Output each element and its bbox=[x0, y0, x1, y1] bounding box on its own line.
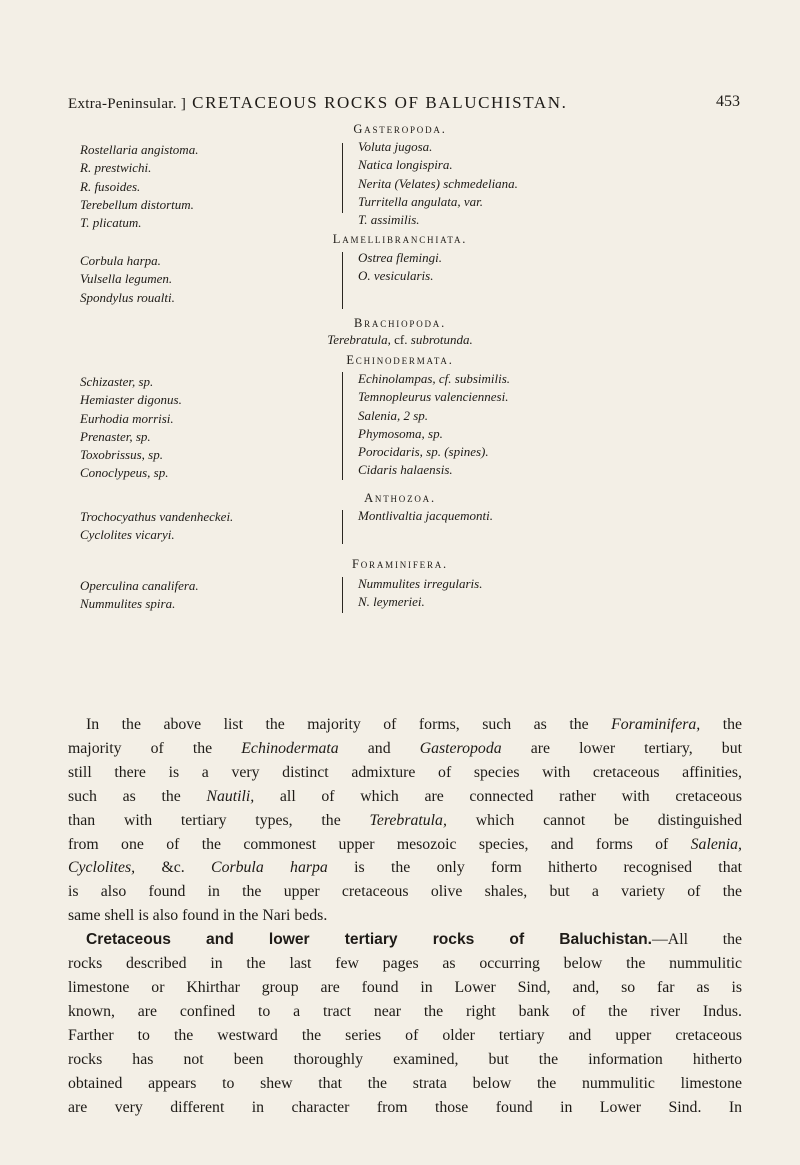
text-line: still there is a very distinct admixture of species with cretaceous affinities, bbox=[68, 763, 742, 781]
species-entry: T. plicatum. bbox=[80, 215, 142, 231]
species-entry: Prenaster, sp. bbox=[80, 428, 151, 444]
species-entry: Temnopleurus valenciennesi. bbox=[358, 389, 509, 405]
taxon-name: Gasteropoda bbox=[419, 739, 502, 757]
text-run: —All the bbox=[651, 931, 742, 949]
taxon-name: Cyclolites, bbox=[68, 859, 136, 877]
species-entry: Conoclypeus, sp. bbox=[80, 465, 169, 481]
column-divider bbox=[342, 510, 343, 544]
gasteropoda-list-left bbox=[80, 141, 198, 232]
echinodermata-list-right bbox=[358, 370, 510, 480]
species-entry: Montlivaltia jacquemonti. bbox=[358, 508, 494, 523]
gasteropoda-list-right bbox=[358, 138, 518, 229]
species-entry: Rostellaria angistoma. bbox=[80, 142, 199, 157]
taxon-name: Terebratula, bbox=[369, 811, 447, 829]
taxon-name: Salenia, bbox=[690, 835, 742, 853]
species-entry: Nerita (Velates) schmedeliana. bbox=[358, 175, 518, 191]
column-divider bbox=[342, 252, 343, 309]
heading-lamellibranchiata: Lamellibranchiata. bbox=[332, 232, 468, 246]
anthozoa-list-right bbox=[358, 507, 493, 525]
text-line: rocks described in the last few pages as occurring below the nummulitic bbox=[68, 955, 742, 973]
text-line: same shell is also found in the Nari beds. bbox=[68, 907, 328, 925]
species-entry: R. fusoides. bbox=[80, 178, 141, 194]
species-entry: Eurhodia morrisi. bbox=[80, 410, 174, 426]
running-head-section: Extra-Peninsular. ] bbox=[68, 96, 187, 112]
species-entry: Hemiaster digonus. bbox=[80, 392, 182, 408]
text-line: obtained appears to shew that the strata below the nummulitic limestone bbox=[68, 1074, 742, 1092]
text-line: Farther to the westward the series of older tertiary and upper cretaceous bbox=[68, 1026, 742, 1044]
column-divider bbox=[342, 577, 343, 613]
species-entry: Cyclolites vicaryi. bbox=[80, 527, 175, 543]
text-line bbox=[68, 785, 742, 809]
species-entry: Natica longispira. bbox=[358, 157, 453, 173]
lamellibranchiata-list-left bbox=[80, 252, 175, 307]
paragraph-2 bbox=[68, 928, 742, 1119]
species-entry: Ostrea flemingi. bbox=[358, 250, 443, 265]
text-line: known, are confined to a tract near the right bank of the river Indus. bbox=[68, 1002, 742, 1020]
species-entry: T. assimilis. bbox=[358, 212, 420, 228]
text-line bbox=[68, 833, 742, 857]
heading-brachiopoda: Brachiopoda. bbox=[353, 316, 447, 330]
text-line bbox=[68, 856, 742, 880]
foraminifera-list-right bbox=[358, 575, 482, 612]
taxon-name: Echinodermata bbox=[241, 739, 339, 757]
species-entry: Trochocyathus vandenheckei. bbox=[80, 509, 234, 524]
species-entry: Nummulites spira. bbox=[80, 596, 176, 612]
species-entry: Voluta jugosa. bbox=[358, 139, 433, 154]
text-run: such as the bbox=[68, 787, 207, 805]
text-line: are very different in character from those found in Lower Sind. In bbox=[68, 1098, 742, 1116]
heading-echinodermata: Echinodermata. bbox=[346, 353, 454, 367]
species-entry: Vulsella legumen. bbox=[80, 271, 173, 287]
running-head-left bbox=[68, 93, 567, 113]
species-entry: Salenia, 2 sp. bbox=[358, 407, 429, 423]
species-entry: Terebellum distortum. bbox=[80, 196, 194, 212]
species-entry: N. leymeriei. bbox=[358, 594, 425, 610]
text-run: from one of the commonest upper mesozoic species, and forms of bbox=[68, 835, 691, 853]
brachiopoda-species: subrotunda. bbox=[410, 332, 473, 347]
species-entry: Operculina canalifera. bbox=[80, 578, 199, 593]
species-entry: Cidaris halaensis. bbox=[358, 462, 453, 478]
text-line: rocks has not been thoroughly examined, but the information hitherto bbox=[68, 1050, 742, 1068]
column-divider bbox=[342, 372, 343, 480]
text-line bbox=[68, 737, 742, 761]
page-number: 453 bbox=[716, 93, 740, 110]
taxon-name: Corbula harpa bbox=[211, 859, 328, 877]
body-text bbox=[68, 713, 742, 1119]
text-line: limestone or Khirthar group are found in Lower Sind, and, so far as is bbox=[68, 978, 742, 996]
text-line bbox=[68, 809, 742, 833]
brachiopoda-genus: Terebratula, bbox=[327, 332, 391, 347]
side-heading: Cretaceous and lower tertiary rocks of Baluchistan. bbox=[86, 931, 652, 949]
text-run: is the only form hitherto recognised that bbox=[327, 859, 742, 877]
species-entry: Turritella angulata, var. bbox=[358, 193, 483, 209]
echinodermata-list-left bbox=[80, 373, 182, 483]
taxon-name: Foraminifera, bbox=[611, 716, 701, 733]
text-run: and bbox=[338, 739, 420, 757]
species-entry: Porocidaris, sp. (spines). bbox=[358, 444, 489, 460]
species-entry: R. prestwichi. bbox=[80, 160, 152, 176]
brachiopoda-cf: cf. bbox=[390, 332, 411, 347]
text-run: all of which are connected rather with cretaceous bbox=[254, 787, 742, 805]
paragraph-1 bbox=[68, 713, 742, 928]
text-line bbox=[68, 928, 742, 952]
text-run: &c. bbox=[135, 859, 212, 877]
anthozoa-list-left bbox=[80, 508, 233, 545]
species-entry: Nummulites irregularis. bbox=[358, 576, 483, 591]
species-entry: Toxobrissus, sp. bbox=[80, 447, 163, 463]
text-run: In the above list the majority of forms, such as the bbox=[86, 716, 612, 733]
heading-anthozoa: Anthozoa. bbox=[364, 491, 436, 505]
text-run: which cannot be distinguished bbox=[446, 811, 743, 829]
species-entry: Echinolampas, cf. subsimilis. bbox=[358, 371, 511, 386]
text-line bbox=[68, 713, 742, 737]
species-entry: Schizaster, sp. bbox=[80, 374, 154, 389]
column-divider bbox=[342, 143, 343, 213]
heading-foraminifera: Foraminifera. bbox=[352, 557, 448, 571]
text-run: are lower tertiary, but bbox=[501, 739, 742, 757]
text-run: majority of the bbox=[68, 739, 242, 757]
text-run: than with tertiary types, the bbox=[68, 811, 370, 829]
lamellibranchiata-list-right bbox=[358, 249, 442, 286]
species-entry: Corbula harpa. bbox=[80, 253, 161, 268]
species-entry: Spondylus roualti. bbox=[80, 289, 175, 305]
brachiopoda-entry bbox=[0, 332, 800, 348]
heading-gasteropoda: Gasteropoda. bbox=[353, 122, 447, 136]
text-run: the bbox=[700, 716, 742, 733]
text-line: is also found in the upper cretaceous olive shales, but a variety of the bbox=[68, 883, 742, 901]
running-head bbox=[68, 93, 740, 115]
species-entry: O. vesicularis. bbox=[358, 268, 434, 284]
running-head-title: CRETACEOUS ROCKS OF BALUCHISTAN. bbox=[192, 93, 568, 112]
foraminifera-list-left bbox=[80, 577, 199, 614]
taxon-name: Nautili, bbox=[206, 787, 255, 805]
species-entry: Phymosoma, sp. bbox=[358, 425, 443, 441]
